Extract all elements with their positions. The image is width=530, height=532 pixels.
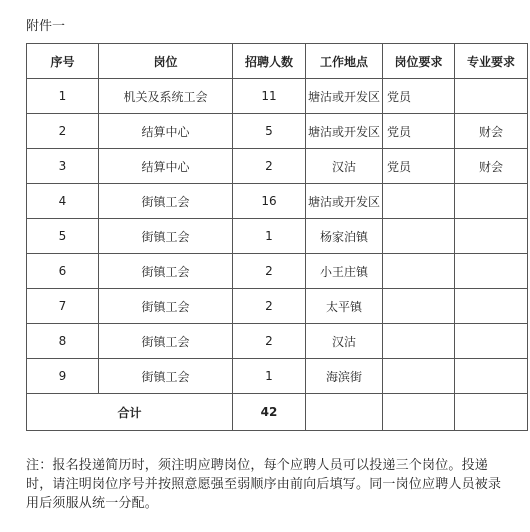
cell-index: 3	[27, 149, 99, 184]
cell-headcount: 2	[233, 149, 306, 184]
table-row	[27, 359, 528, 394]
cell-headcount: 2	[233, 289, 306, 324]
total-count: 42	[233, 394, 306, 431]
cell-index: 6	[27, 254, 99, 289]
cell-position-requirement	[383, 254, 455, 289]
total-empty-major-requirement	[455, 394, 528, 431]
total-empty-position-requirement	[383, 394, 455, 431]
table-row	[27, 79, 528, 114]
table-row	[27, 289, 528, 324]
cell-position-requirement: 党员	[383, 114, 455, 149]
header-position-requirement: 岗位要求	[383, 44, 455, 79]
cell-major-requirement	[455, 254, 528, 289]
cell-location: 塘沽或开发区	[306, 184, 383, 219]
table-row	[27, 184, 528, 219]
table-header-row	[27, 44, 528, 79]
cell-index: 5	[27, 219, 99, 254]
cell-position: 机关及系统工会	[99, 79, 233, 114]
cell-position-requirement	[383, 289, 455, 324]
cell-major-requirement	[455, 219, 528, 254]
cell-major-requirement	[455, 324, 528, 359]
cell-location: 汉沽	[306, 324, 383, 359]
header-major-requirement: 专业要求	[455, 44, 528, 79]
cell-major-requirement	[455, 359, 528, 394]
cell-position: 结算中心	[99, 149, 233, 184]
cell-major-requirement	[455, 184, 528, 219]
cell-location: 海滨街	[306, 359, 383, 394]
cell-location: 杨家泊镇	[306, 219, 383, 254]
cell-headcount: 2	[233, 324, 306, 359]
cell-headcount: 11	[233, 79, 306, 114]
cell-position: 街镇工会	[99, 359, 233, 394]
table-row	[27, 219, 528, 254]
cell-index: 4	[27, 184, 99, 219]
cell-headcount: 2	[233, 254, 306, 289]
cell-location: 太平镇	[306, 289, 383, 324]
cell-major-requirement: 财会	[455, 114, 528, 149]
cell-headcount: 16	[233, 184, 306, 219]
cell-index: 9	[27, 359, 99, 394]
cell-index: 8	[27, 324, 99, 359]
cell-location: 塘沽或开发区	[306, 79, 383, 114]
cell-position: 结算中心	[99, 114, 233, 149]
total-row	[27, 394, 528, 431]
cell-position-requirement	[383, 184, 455, 219]
cell-major-requirement: 财会	[455, 149, 528, 184]
cell-index: 2	[27, 114, 99, 149]
table-row	[27, 114, 528, 149]
cell-position-requirement: 党员	[383, 149, 455, 184]
cell-position: 街镇工会	[99, 219, 233, 254]
cell-position-requirement	[383, 359, 455, 394]
recruitment-table	[26, 43, 528, 431]
cell-major-requirement	[455, 79, 528, 114]
header-index: 序号	[27, 44, 99, 79]
cell-position: 街镇工会	[99, 289, 233, 324]
cell-headcount: 1	[233, 219, 306, 254]
table-row	[27, 254, 528, 289]
cell-major-requirement	[455, 289, 528, 324]
cell-position-requirement	[383, 219, 455, 254]
total-label: 合计	[27, 394, 233, 431]
table-row	[27, 149, 528, 184]
cell-position: 街镇工会	[99, 324, 233, 359]
header-headcount: 招聘人数	[233, 44, 306, 79]
table-row	[27, 324, 528, 359]
cell-index: 1	[27, 79, 99, 114]
cell-headcount: 1	[233, 359, 306, 394]
attachment-title: 附件一	[26, 19, 66, 34]
cell-position: 街镇工会	[99, 254, 233, 289]
application-note: 注：报名投递简历时，须注明应聘岗位，每个应聘人员可以投递三个岗位。投递时，请注明岗位序号并按照意愿强至弱顺序由前向后填写。同一岗位应聘人员被录用后须服从统一分配。	[26, 458, 502, 511]
cell-headcount: 5	[233, 114, 306, 149]
cell-position-requirement	[383, 324, 455, 359]
header-location: 工作地点	[306, 44, 383, 79]
cell-location: 汉沽	[306, 149, 383, 184]
cell-location: 塘沽或开发区	[306, 114, 383, 149]
cell-position-requirement: 党员	[383, 79, 455, 114]
header-position: 岗位	[99, 44, 233, 79]
cell-position: 街镇工会	[99, 184, 233, 219]
total-empty-location	[306, 394, 383, 431]
cell-location: 小王庄镇	[306, 254, 383, 289]
cell-index: 7	[27, 289, 99, 324]
